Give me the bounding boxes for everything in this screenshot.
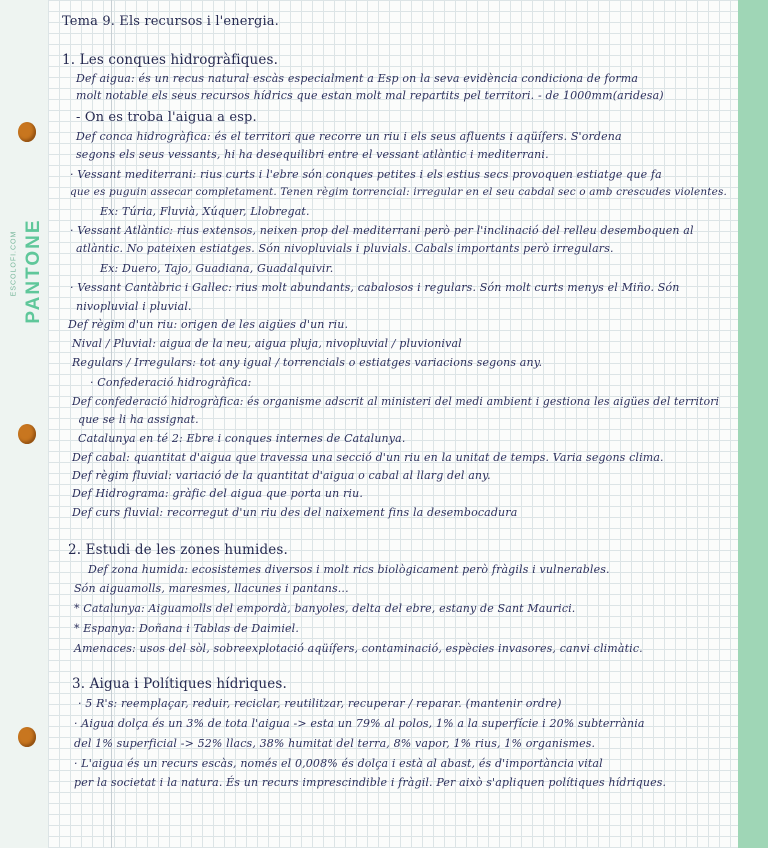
note-line: Són aiguamolls, maresmes, llacunes i pantans... [74, 582, 349, 595]
note-line: Def zona humida: ecosistemes diversos i molt rics biològicament però fràgils i vulnerables. [88, 563, 610, 576]
note-line: Def curs fluvial: recorregut d'un riu des del naixement fins la desembocadura [72, 506, 518, 519]
punch-hole [18, 122, 36, 142]
note-line: Def règim fluvial: variació de la quantitat d'aigua o cabal al llarg del any. [72, 469, 491, 482]
note-line: Def règim d'un riu: origen de les aigües d'un riu. [68, 318, 349, 331]
note-line: Ex: Duero, Tajo, Guadiana, Guadalquivir. [100, 262, 334, 275]
section-heading-1: 1. Les conques hidrogràfiques. [62, 52, 279, 68]
note-line: atlàntic. No pateixen estiatges. Són nivopluvials i pluvials. Cabals importants però irregulars. [76, 242, 614, 255]
note-line: · Aigua dolça és un 3% de tota l'aigua -> esta un 79% al polos, 1% a la superfície i 20% subterrània [74, 717, 645, 730]
page-edge-border [738, 0, 768, 848]
pantone-logo: PANTONE [23, 218, 44, 324]
note-line: Nival / Pluvial: aigua de la neu, aigua pluja, nivopluvial / pluvionival [72, 337, 462, 350]
section-heading-2: 2. Estudi de les zones humides. [68, 542, 288, 558]
note-line: per la societat i la natura. És un recurs imprescindible i fràgil. Per això s'apliquen polítiques hídriques. [74, 776, 667, 789]
note-line: Def Hidrograma: gràfic del aigua que porta un riu. [72, 487, 363, 500]
note-line: · L'aigua és un recurs escàs, només el 0,008% és dolça i està al abast, és d'importància vital [74, 757, 603, 770]
note-line: · Vessant Atlàntic: rius extensos, neixen prop del mediterrani però per l'inclinació del relleu desemboquen al [70, 224, 694, 237]
note-line: Ex: Túria, Fluvià, Xúquer, Llobregat. [100, 205, 310, 218]
note-line: Def cabal: quantitat d'aigua que travessa una secció d'un riu en la unitat de temps. Varia segons clima. [72, 451, 664, 464]
note-line: Amenaces: usos del sòl, sobreexplotació aqüífers, contaminació, espècies invasores, canvi climàtic. [74, 642, 643, 655]
note-line: Regulars / Irregulars: tot any igual / torrencials o estiatges variacions segons any. [72, 356, 543, 369]
note-line: que es puguin assecar completament. Tenen règim torrencial: irregular en el seu cabdal sec o amb crescudes violentes. [70, 186, 728, 198]
note-line: molt notable els seus recursos hídrics que estan molt mal repartits pel territori. - de 1000mm(aridesa) [76, 89, 664, 102]
note-line: que se li ha assignat. [78, 413, 199, 426]
note-line: · 5 R's: reemplaçar, reduir, reciclar, reutilitzar, recuperar / reparar. (mantenir ordre) [78, 697, 562, 710]
punch-hole [18, 424, 36, 444]
note-line: · Confederació hidrogràfica: [90, 376, 252, 389]
note-line: Def aigua: és un recus natural escàs especialment a Esp on la seva evidència condiciona de forma [76, 72, 639, 85]
note-line: Catalunya en té 2: Ebre i conques internes de Catalunya. [78, 432, 406, 445]
page-title: Tema 9. Els recursos i l'energia. [62, 14, 279, 29]
punch-hole [18, 727, 36, 747]
note-line: Def confederació hidrogràfica: és organisme adscrit al ministeri del medi ambient i gestiona les aigües del territori [72, 395, 720, 408]
note-line: nivopluvial i pluvial. [76, 300, 192, 313]
notebook-page [48, 0, 738, 848]
note-line: · Vessant mediterrani: rius curts i l'ebre són conques petites i els estius secs provoquen estiatge que fa [70, 168, 662, 181]
note-line: · Vessant Cantàbric i Gallec: rius molt abundants, cabalosos i regulars. Són molt curts menys el Miño. Són [70, 281, 680, 294]
escolofi-watermark: ESCOLOFI.COM [10, 230, 18, 297]
section-heading-3: 3. Aigua i Polítiques hídriques. [72, 676, 287, 692]
note-line: * Espanya: Doñana i Tablas de Daimiel. [74, 622, 299, 635]
note-line: * Catalunya: Aiguamolls del empordà, banyoles, delta del ebre, estany de Sant Maurici. [74, 602, 576, 615]
note-line: Def conca hidrogràfica: és el territori que recorre un riu i els seus afluents i aqüífers. S'ordena [76, 130, 622, 143]
handwritten-notes [48, 0, 738, 848]
note-line: del 1% superficial -> 52% llacs, 38% humitat del terra, 8% vapor, 1% rius, 1% organismes. [74, 737, 596, 750]
note-line: segons els seus vessants, hi ha desequilibri entre el vessant atlàntic i mediterrani. [76, 148, 549, 161]
note-line: - On es troba l'aigua a esp. [76, 110, 257, 125]
